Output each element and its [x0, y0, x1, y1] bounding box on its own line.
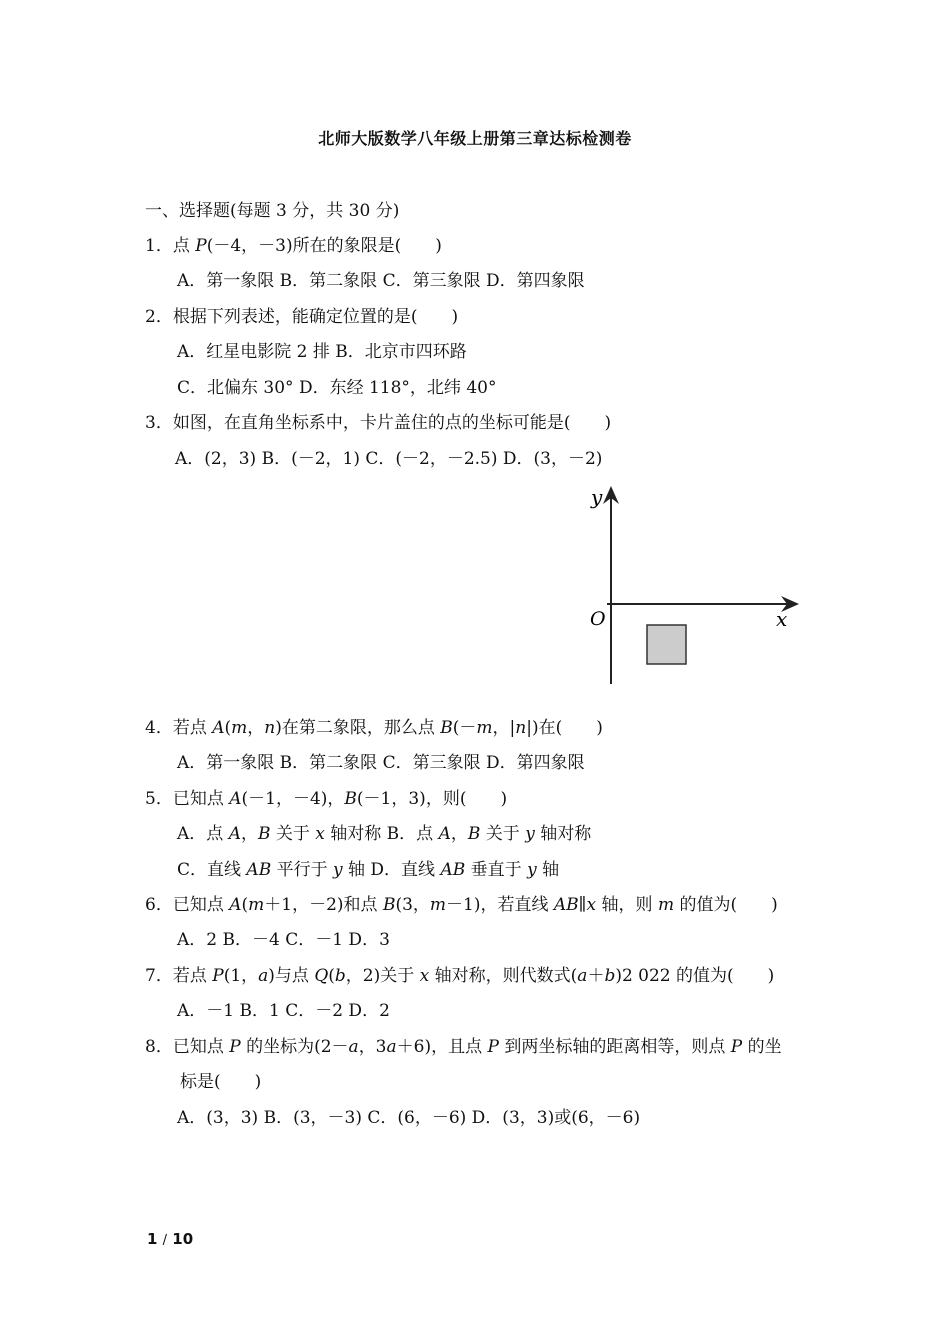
question-7-options: A．－1 B．1 C．－2 D．2 [177, 1001, 390, 1021]
question-5-options-row-1: A．点 A，B 关于 x 轴对称 B．点 A，B 关于 y 轴对称 [177, 824, 592, 844]
origin-label: O [590, 608, 606, 630]
question-5: 5．已知点 A(－1，－4)，B(－1，3)，则( ) [145, 789, 508, 809]
page-current: 1 [147, 1230, 158, 1248]
question-4-options: A．第一象限 B．第二象限 C．第三象限 D．第四象限 [177, 753, 585, 773]
y-axis-label: y [591, 485, 603, 509]
coordinate-figure [585, 482, 805, 692]
question-3: 3．如图，在直角坐标系中，卡片盖住的点的坐标可能是( ) [145, 413, 612, 433]
document-title: 北师大版数学八年级上册第三章达标检测卷 [318, 129, 632, 148]
question-2: 2．根据下列表述，能确定位置的是( ) [145, 307, 459, 327]
question-8-options: A．(3，3) B．(3，－3) C．(6，－6) D．(3，3)或(6，－6) [177, 1108, 641, 1128]
question-8-continuation: 标是( ) [180, 1072, 262, 1092]
section-heading: 一、选择题(每题 3 分，共 30 分) [145, 201, 400, 221]
page-separator: / [162, 1233, 168, 1248]
question-7: 7．若点 P(1，a)与点 Q(b，2)关于 x 轴对称，则代数式(a＋b)2 022 的值为( ) [145, 966, 775, 986]
question-6-options: A．2 B．－4 C．－1 D．3 [177, 930, 390, 950]
question-1-options: A．第一象限 B．第二象限 C．第三象限 D．第四象限 [177, 271, 585, 291]
question-1: 1．点 P(－4，－3)所在的象限是( ) [145, 236, 442, 256]
question-6: 6．已知点 A(m＋1，－2)和点 B(3，m－1)，若直线 AB∥x 轴，则 m 的值为( ) [145, 895, 778, 915]
page-total: 10 [172, 1230, 194, 1248]
question-8: 8．已知点 P 的坐标为(2－a，3a＋6)，且点 P 到两坐标轴的距离相等，则点 P 的坐 [145, 1037, 782, 1057]
question-5-options-row-2: C．直线 AB 平行于 y 轴 D．直线 AB 垂直于 y 轴 [177, 860, 560, 880]
x-axis-label: x [776, 607, 788, 631]
question-2-options-row-1: A．红星电影院 2 排 B．北京市四环路 [177, 342, 467, 362]
question-4: 4．若点 A(m，n)在第二象限，那么点 B(－m，|n|)在( ) [145, 718, 603, 738]
covering-card [647, 625, 686, 664]
question-3-options: A．(2，3) B．(－2，1) C．(－2，－2.5) D．(3，－2) [175, 449, 603, 469]
page-indicator [147, 1230, 193, 1248]
question-2-options-row-2: C．北偏东 30° D．东经 118°，北纬 40° [177, 378, 497, 398]
